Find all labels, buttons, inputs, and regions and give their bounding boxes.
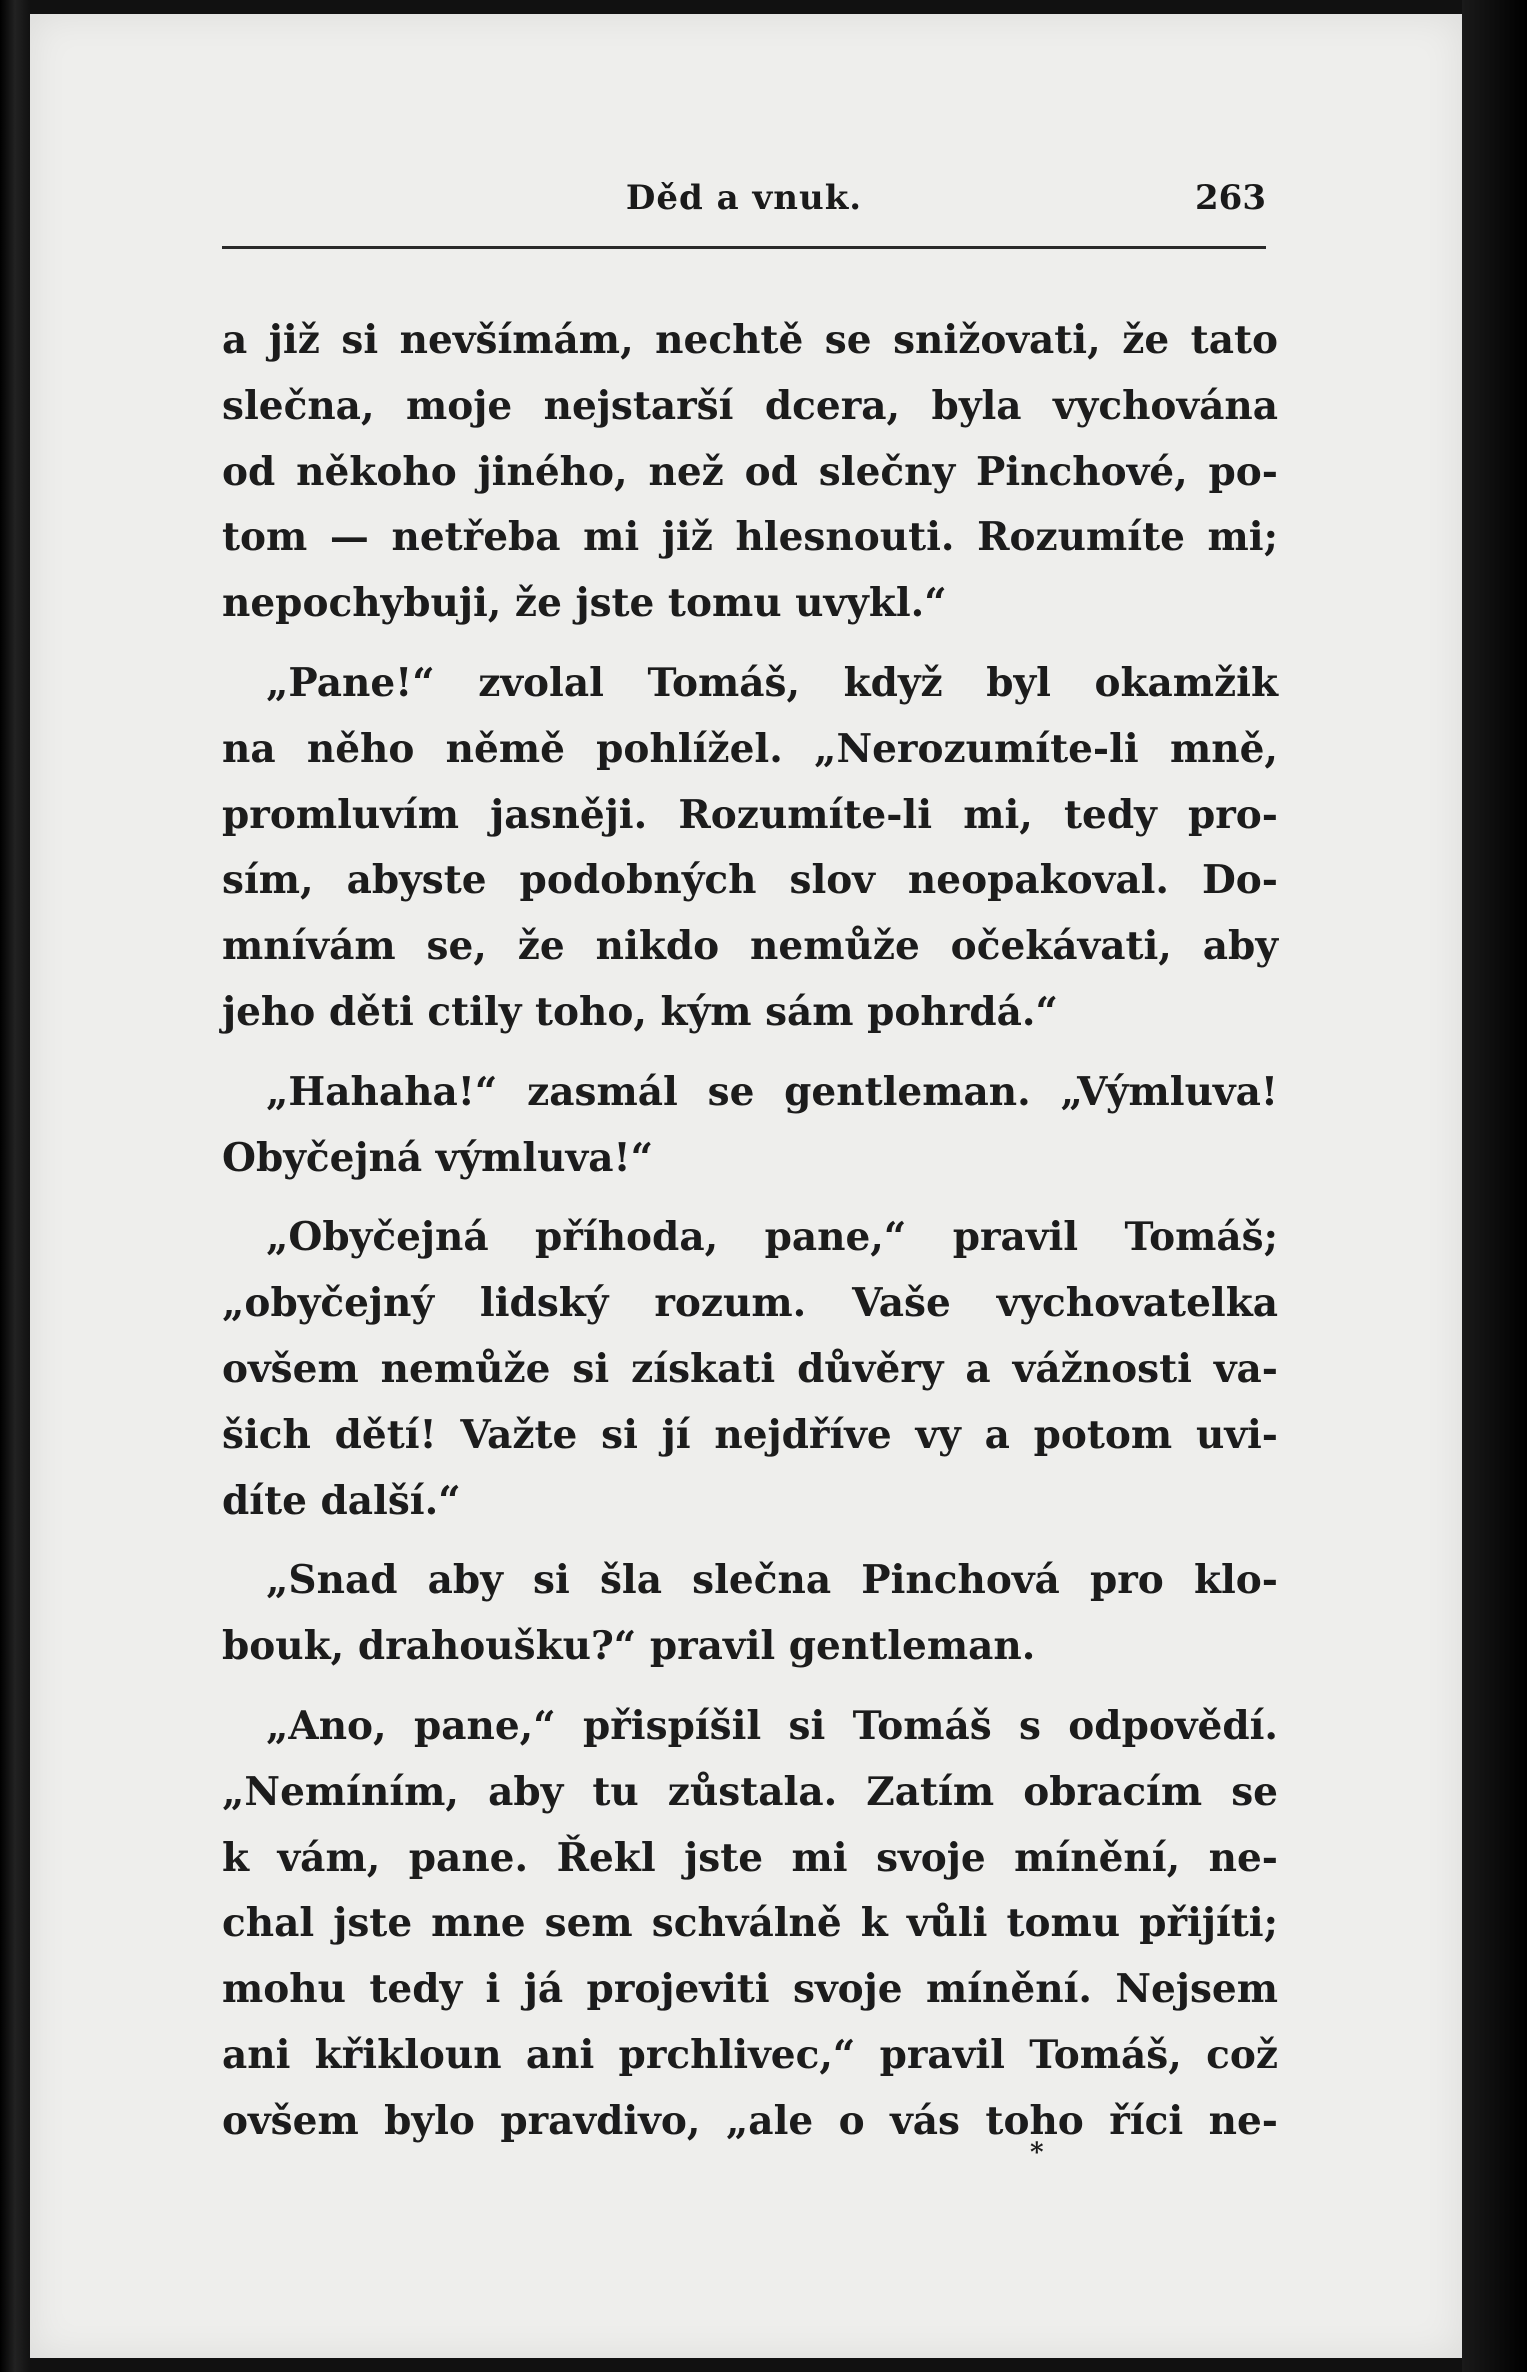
page-header xyxy=(222,178,1266,238)
text-line: díte další.“ xyxy=(222,1477,461,1524)
paragraph xyxy=(222,1060,1278,1192)
text-line: k vám, pane. Řekl jste mi svoje mínění, ne- xyxy=(222,1834,1278,1881)
text-line: „Hahaha!“ zasmál se gentleman. „Výmluva! xyxy=(266,1068,1278,1115)
page-number: 263 xyxy=(1195,178,1266,218)
text-line: „Nemíním, aby tu zůstala. Zatím obracím se xyxy=(222,1768,1278,1815)
signature-mark: * xyxy=(1030,2138,1044,2168)
text-line: nepochybuji, že jste tomu uvykl.“ xyxy=(222,580,947,627)
header-rule xyxy=(222,246,1266,249)
paragraph xyxy=(222,651,1278,1046)
text-line: mnívám se, že nikdo nemůže očekávati, aby xyxy=(222,923,1278,970)
page-right-edge xyxy=(1462,0,1527,2372)
text-line: mohu tedy i já projeviti svoje mínění. Nejsem xyxy=(222,1966,1278,2013)
text-line: slečna, moje nejstarší dcera, byla vychována xyxy=(222,382,1278,429)
text-line: „Obyčejná příhoda, pane,“ pravil Tomáš; xyxy=(266,1214,1278,1261)
text-line: promluvím jasněji. Rozumíte-li mi, tedy pro- xyxy=(222,791,1278,838)
text-line: „Pane!“ zvolal Tomáš, když byl okamžik xyxy=(266,659,1278,706)
text-line: šich dětí! Važte si jí nejdříve vy a potom uvi- xyxy=(222,1411,1278,1458)
paragraph xyxy=(222,1205,1278,1534)
text-line: a již si nevšímám, nechtě se snižovati, že tato xyxy=(222,317,1278,363)
text-line: chal jste mne sem schválně k vůli tomu přijíti; xyxy=(222,1900,1278,1947)
paragraph xyxy=(222,1548,1278,1680)
text-line: sím, abyste podobných slov neopakoval. Do- xyxy=(222,857,1278,904)
text-line: na něho němě pohlížel. „Nerozumíte-li mně, xyxy=(222,725,1278,772)
text-line: „Ano, pane,“ přispíšil si Tomáš s odpovědí. xyxy=(266,1702,1278,1749)
running-title: Děd a vnuk. xyxy=(625,178,863,218)
text-line: od někoho jiného, než od slečny Pinchové, po- xyxy=(222,448,1278,495)
text-line: bouk, drahoušku?“ pravil gentleman. xyxy=(222,1623,1036,1670)
paragraph xyxy=(222,1694,1278,2155)
body-text xyxy=(222,308,1278,2169)
text-line: ovšem bylo pravdivo, „ale o vás toho říci ne- xyxy=(222,2097,1278,2144)
text-line: tom — netřeba mi již hlesnouti. Rozumíte mi; xyxy=(222,514,1278,561)
text-line: jeho děti ctily toho, kým sám pohrdá.“ xyxy=(222,988,1058,1035)
text-line: „Snad aby si šla slečna Pinchová pro klo- xyxy=(266,1557,1278,1604)
text-line: „obyčejný lidský rozum. Vaše vychovatelka xyxy=(222,1280,1278,1327)
text-line: Obyčejná výmluva!“ xyxy=(222,1134,654,1181)
book-spine-edge xyxy=(0,0,30,2372)
text-line: ovšem nemůže si získati důvěry a vážnosti va- xyxy=(222,1345,1278,1392)
paragraph xyxy=(222,308,1278,637)
text-line: ani křikloun ani prchlivec,“ pravil Tomáš, což xyxy=(222,2031,1278,2078)
